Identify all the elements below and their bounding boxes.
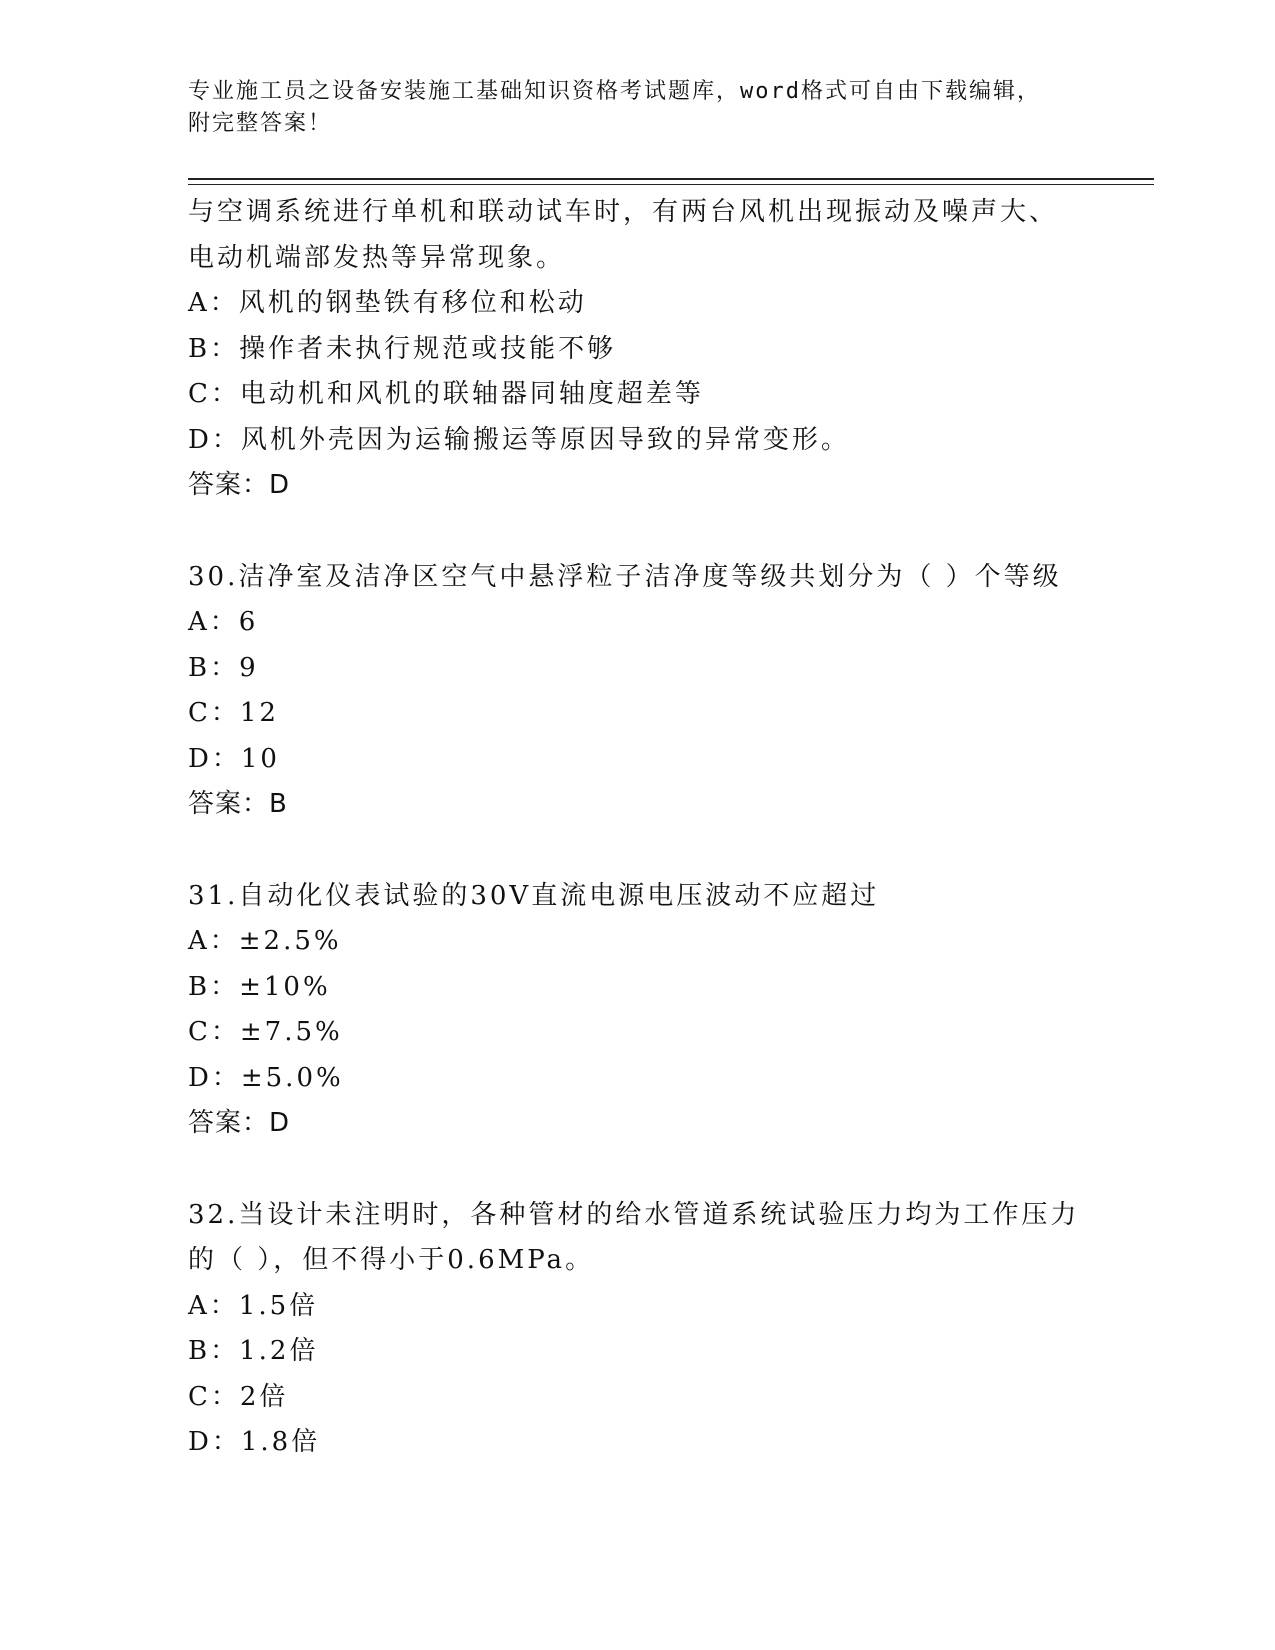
option-d: D：10 — [188, 743, 280, 774]
option-d: D：风机外壳因为运输搬运等原因导致的异常变形。 — [188, 424, 850, 455]
header-divider-thin — [188, 184, 1154, 185]
header-divider-thick — [188, 178, 1154, 180]
answer-line: 答案：B — [188, 789, 288, 819]
option-c: C：12 — [188, 698, 279, 728]
question-block — [188, 874, 1154, 1147]
spacer — [188, 828, 1154, 874]
option-b: B：操作者未执行规范或技能不够 — [188, 333, 617, 364]
option-b: B：1.2倍 — [188, 1336, 319, 1366]
spacer — [188, 1147, 1154, 1193]
option-d: D：1.8倍 — [188, 1427, 321, 1457]
option-b: B：9 — [188, 652, 259, 683]
option-a: A：风机的钢垫铁有移位和松动 — [188, 288, 587, 318]
option-c: C：电动机和风机的联轴器同轴度超差等 — [188, 379, 704, 409]
option-c: C：±7.5% — [188, 1017, 343, 1047]
spacer — [188, 509, 1154, 555]
question-stem-line: 32.当设计未注明时，各种管材的给水管道系统试验压力均为工作压力 — [188, 1199, 1080, 1230]
option-a: A：6 — [188, 607, 259, 637]
header-line-2: 附完整答案！ — [188, 111, 333, 136]
question-stem-line: 30.洁净室及洁净区空气中悬浮粒子洁净度等级共划分为（ ）个等级 — [188, 561, 1062, 592]
question-stem-line: 31.自动化仪表试验的30V直流电源电压波动不应超过 — [188, 880, 880, 911]
document-header — [188, 76, 1088, 140]
answer-line: 答案：D — [188, 1108, 291, 1138]
option-c: C：2倍 — [188, 1381, 289, 1412]
question-stem-line: 的（ ），但不得小于0.6MPa。 — [188, 1245, 595, 1275]
option-b: B：±10% — [188, 971, 331, 1002]
option-a: A：1.5倍 — [188, 1290, 319, 1321]
question-block — [188, 555, 1154, 828]
answer-line: 答案：D — [188, 470, 291, 500]
question-block — [188, 1193, 1154, 1466]
option-d: D：±5.0% — [188, 1062, 344, 1093]
question-block — [188, 190, 1154, 509]
question-stem-line: 电动机端部发热等异常现象。 — [188, 242, 566, 273]
question-list — [188, 190, 1154, 1466]
header-line-1: 专业施工员之设备安装施工基础知识资格考试题库，word格式可自由下载编辑， — [188, 79, 1041, 104]
question-stem-line: 与空调系统进行单机和联动试车时，有两台风机出现振动及噪声大、 — [188, 197, 1059, 227]
option-a: A：±2.5% — [188, 926, 342, 956]
